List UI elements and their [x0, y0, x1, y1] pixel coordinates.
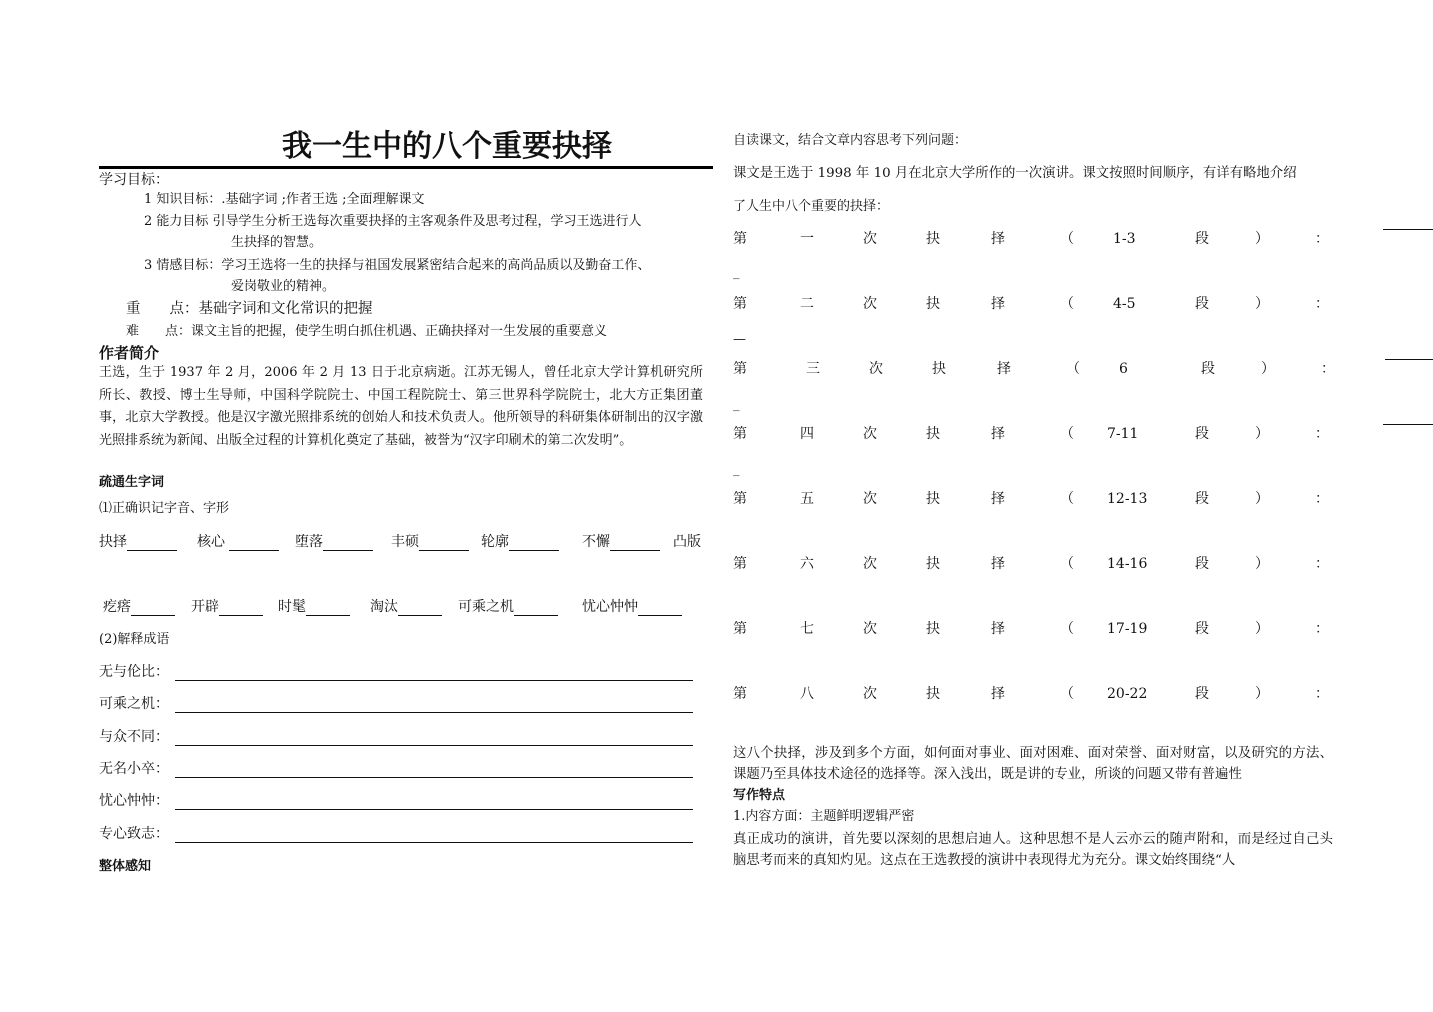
- choice-ci: 次: [863, 231, 877, 247]
- choice-duan: 段: [1195, 426, 1209, 442]
- dash-mark: —: [733, 332, 746, 347]
- answer-blank[interactable]: [1383, 229, 1433, 230]
- title-underline: [99, 166, 713, 169]
- vocab-word: 时髦: [278, 599, 306, 615]
- choice-di: 第: [733, 231, 747, 247]
- author-bio: 王选，生于 1937 年 2 月，2006 年 2 月 13 日于北京病逝。江苏无锡人，曾任北京大学计算机研究所所长、教授、博士生导师，中国科学院院士、中国工程院院士、第三世界科学院院士，北大方正集团董事，北京大学教授。他是汉字激光照排系统的创始人和技术负责人。他所领导的科研集体研制出的汉字激光照排系统为新闻、出版全过程的计算机化奠定了基础，被誉为“汉字印刷术的第二次发明”。: [99, 365, 703, 448]
- choice-range: 6: [1119, 361, 1128, 377]
- answer-blank[interactable]: [514, 601, 558, 616]
- choice-lparen: （: [1060, 296, 1074, 312]
- writing-heading: 写作特点: [733, 788, 786, 803]
- choice-colon: ：: [1315, 556, 1329, 572]
- vocab-item: [295, 533, 391, 551]
- choice-ze: 择: [991, 426, 1005, 442]
- answer-line[interactable]: [175, 667, 693, 681]
- difficult-point-label: 难 点：: [126, 324, 192, 339]
- choice-ze: 择: [991, 686, 1005, 702]
- choice-di: 第: [733, 556, 747, 572]
- choice-ordinal: 二: [800, 296, 814, 312]
- choice-ordinal: 五: [800, 491, 814, 507]
- conclusion-paragraph: 这八个抉择，涉及到多个方面，如何面对事业、面对困难、面对荣誉、面对财富，以及研究的方法、课题乃至具体技术途径的选择等。深入浅出，既是讲的专业，所谈的问题又带有普遍性: [733, 746, 1333, 782]
- choice-duan: 段: [1195, 686, 1209, 702]
- choice-rparen: ）: [1255, 556, 1269, 572]
- dash-mark: _: [733, 397, 740, 412]
- choice-range: 17-19: [1107, 621, 1148, 637]
- answer-blank[interactable]: [306, 601, 350, 616]
- choice-row: [733, 554, 1433, 574]
- choice-range: 4-5: [1113, 296, 1136, 312]
- choice-ze: 择: [991, 296, 1005, 312]
- choice-ze: 择: [991, 556, 1005, 572]
- idiom-label: 无名小卒：: [99, 761, 169, 777]
- idiom-row: [99, 695, 693, 713]
- answer-blank[interactable]: [398, 601, 442, 616]
- choice-ci: 次: [863, 621, 877, 637]
- choice-di: 第: [733, 361, 747, 377]
- choice-colon: ：: [1315, 426, 1329, 442]
- choice-colon: ：: [1315, 491, 1329, 507]
- choice-rparen: ）: [1255, 296, 1269, 312]
- answer-blank[interactable]: [419, 536, 469, 551]
- idiom-row: [99, 663, 693, 681]
- choice-lparen: （: [1060, 231, 1074, 247]
- choice-duan: 段: [1201, 361, 1215, 377]
- vocab-word: 凸版: [673, 534, 701, 550]
- choice-ordinal: 八: [800, 686, 814, 702]
- choice-jue: 抉: [926, 231, 940, 247]
- answer-line[interactable]: [175, 829, 693, 843]
- vocab-word: 不懈: [582, 534, 610, 550]
- dash-mark: _: [733, 265, 740, 280]
- choice-ordinal: 一: [800, 231, 814, 247]
- idiom-row: [99, 792, 693, 810]
- answer-blank[interactable]: [127, 536, 177, 551]
- choice-row: [733, 359, 1433, 379]
- vocab-item: [582, 598, 682, 616]
- idiom-row: [99, 728, 693, 746]
- vocab-item: [103, 598, 191, 616]
- choice-di: 第: [733, 621, 747, 637]
- choice-lparen: （: [1060, 426, 1074, 442]
- vocab-item: [391, 533, 481, 551]
- answer-blank[interactable]: [610, 536, 660, 551]
- vocab-row-1: [99, 533, 701, 551]
- choice-jue: 抉: [926, 556, 940, 572]
- answer-blank[interactable]: [131, 601, 175, 616]
- vocab-word: 丰硕: [391, 534, 419, 550]
- choice-ci: 次: [863, 491, 877, 507]
- objectives-heading: 学习目标：: [99, 172, 169, 188]
- writing-body: 真正成功的演讲，首先要以深刻的思想启迪人。这种思想不是人云亦云的随声附和，而是经过自己头脑思考而来的真知灼见。这点在王选教授的演讲中表现得尤为充分。课文始终围绕“人: [733, 832, 1333, 868]
- idiom-label: 与众不同：: [99, 729, 169, 745]
- choice-rparen: ）: [1261, 361, 1275, 377]
- choice-duan: 段: [1195, 296, 1209, 312]
- choice-rparen: ）: [1255, 621, 1269, 637]
- choice-range: 14-16: [1107, 556, 1148, 572]
- vocab-item: [673, 533, 701, 551]
- key-point-label: 重 点：: [126, 301, 199, 317]
- idiom-label: 可乘之机：: [99, 696, 169, 712]
- difficult-point-text: 课文主旨的把握，使学生明白抓住机遇、正确抉择对一生发展的重要意义: [191, 324, 608, 339]
- choice-ordinal: 三: [806, 361, 820, 377]
- vocab-heading: 疏通生字词: [99, 475, 165, 490]
- vocab-item: [582, 533, 673, 551]
- idiom-sub-heading: (2)解释成语: [99, 632, 170, 647]
- summary-line-1: 课文是王选于 1998 年 10 月在北京大学所作的一次演讲。课文按照时间顺序，有详有略地介绍: [733, 166, 1297, 181]
- choice-colon: ：: [1315, 686, 1329, 702]
- answer-blank[interactable]: [219, 601, 263, 616]
- vocab-word: 抉择: [99, 534, 127, 550]
- choice-ze: 择: [991, 231, 1005, 247]
- objective-knowledge: 1 知识目标：.基础字词 ;作者王选 ;全面理解课文: [144, 192, 425, 207]
- choice-row: [733, 684, 1433, 704]
- objective-emotion: 3 情感目标：学习王选将一生的抉择与祖国发展紧密结合起来的高尚品质以及勤奋工作、: [144, 258, 651, 273]
- choice-ordinal: 七: [800, 621, 814, 637]
- choice-jue: 抉: [926, 621, 940, 637]
- objective-emotion-cont: 爱岗敬业的精神。: [231, 279, 336, 294]
- choice-di: 第: [733, 296, 747, 312]
- answer-blank[interactable]: [1383, 424, 1433, 425]
- choice-range: 1-3: [1113, 231, 1136, 247]
- answer-line[interactable]: [175, 796, 693, 810]
- idiom-row: [99, 825, 693, 843]
- choice-di: 第: [733, 686, 747, 702]
- vocab-item: [197, 533, 295, 551]
- choice-jue: 抉: [926, 491, 940, 507]
- idiom-label: 专心致志：: [99, 826, 169, 842]
- choice-ci: 次: [863, 556, 877, 572]
- choice-jue: 抉: [926, 296, 940, 312]
- idiom-row: [99, 760, 693, 778]
- author-heading: 作者简介: [99, 344, 160, 362]
- choice-lparen: （: [1060, 556, 1074, 572]
- vocab-item: [481, 533, 582, 551]
- choice-ze: 择: [991, 621, 1005, 637]
- vocab-word: 疙瘩: [103, 599, 131, 615]
- choice-lparen: （: [1066, 361, 1080, 377]
- reading-intro: 自读课文，结合文章内容思考下列问题：: [733, 133, 968, 148]
- choice-colon: ：: [1315, 231, 1329, 247]
- answer-blank[interactable]: [638, 601, 682, 616]
- writing-sub-content: 1.内容方面：主题鲜明逻辑严密: [733, 809, 915, 824]
- document-title: 我一生中的八个重要抉择: [282, 129, 612, 164]
- choice-ze: 择: [991, 491, 1005, 507]
- choice-ci: 次: [863, 296, 877, 312]
- vocab-item: [191, 598, 278, 616]
- vocab-word: 开辟: [191, 599, 219, 615]
- choice-rparen: ）: [1255, 231, 1269, 247]
- choice-range: 7-11: [1107, 426, 1139, 442]
- choice-rparen: ）: [1255, 426, 1269, 442]
- choice-colon: ：: [1315, 296, 1329, 312]
- choice-ordinal: 六: [800, 556, 814, 572]
- choice-range: 20-22: [1107, 686, 1148, 702]
- choice-ci: 次: [869, 361, 883, 377]
- idiom-label: 忧心忡忡：: [99, 793, 169, 809]
- choice-row: [733, 229, 1433, 249]
- choice-duan: 段: [1195, 491, 1209, 507]
- choice-range: 12-13: [1107, 491, 1148, 507]
- choice-row: [733, 489, 1433, 509]
- answer-blank[interactable]: [1385, 359, 1433, 360]
- vocab-item: [278, 598, 370, 616]
- choice-lparen: （: [1060, 621, 1074, 637]
- summary-line-2: 了人生中八个重要的抉择：: [733, 199, 890, 214]
- choice-duan: 段: [1195, 621, 1209, 637]
- answer-blank[interactable]: [323, 536, 373, 551]
- choice-di: 第: [733, 426, 747, 442]
- choice-colon: ：: [1315, 621, 1329, 637]
- choice-jue: 抉: [932, 361, 946, 377]
- choice-colon: ：: [1321, 361, 1335, 377]
- answer-line[interactable]: [175, 732, 693, 746]
- objective-ability-cont: 生抉择的智慧。: [231, 235, 323, 250]
- choice-rparen: ）: [1255, 686, 1269, 702]
- vocab-item: [458, 598, 582, 616]
- vocab-word: 轮廓: [481, 534, 509, 550]
- choice-ci: 次: [863, 686, 877, 702]
- key-point-text: 基础字词和文化常识的把握: [198, 301, 373, 317]
- vocab-row-2: [103, 598, 682, 616]
- vocab-item: [99, 533, 197, 551]
- choice-ordinal: 四: [800, 426, 814, 442]
- answer-line[interactable]: [175, 764, 693, 778]
- choice-lparen: （: [1060, 686, 1074, 702]
- vocab-word: 忧心忡忡: [582, 599, 638, 615]
- vocab-word: 堕落: [295, 534, 323, 550]
- choice-jue: 抉: [926, 426, 940, 442]
- choice-duan: 段: [1195, 231, 1209, 247]
- choice-row: [733, 424, 1433, 444]
- vocab-item: [370, 598, 458, 616]
- choice-jue: 抉: [926, 686, 940, 702]
- vocab-sub-pronunciation: ⑴正确识记字音、字形: [99, 501, 230, 516]
- vocab-word: 淘汰: [370, 599, 398, 615]
- vocab-word: 可乘之机: [458, 599, 514, 615]
- dash-mark: _: [733, 462, 740, 477]
- vocab-word: 核心: [197, 534, 225, 550]
- choice-ci: 次: [863, 426, 877, 442]
- difficult-point: [126, 323, 607, 341]
- answer-line[interactable]: [175, 699, 693, 713]
- answer-blank[interactable]: [229, 536, 279, 551]
- key-point: [126, 299, 373, 319]
- choice-di: 第: [733, 491, 747, 507]
- choice-ze: 择: [997, 361, 1011, 377]
- choice-row: [733, 619, 1433, 639]
- choice-row: [733, 294, 1433, 314]
- choice-duan: 段: [1195, 556, 1209, 572]
- answer-blank[interactable]: [509, 536, 559, 551]
- choice-lparen: （: [1060, 491, 1074, 507]
- idiom-label: 无与伦比：: [99, 664, 169, 680]
- choice-rparen: ）: [1255, 491, 1269, 507]
- objective-ability: 2 能力目标 引导学生分析王选每次重要抉择的主客观条件及思考过程，学习王选进行人: [144, 214, 642, 229]
- overall-heading: 整体感知: [99, 859, 152, 874]
